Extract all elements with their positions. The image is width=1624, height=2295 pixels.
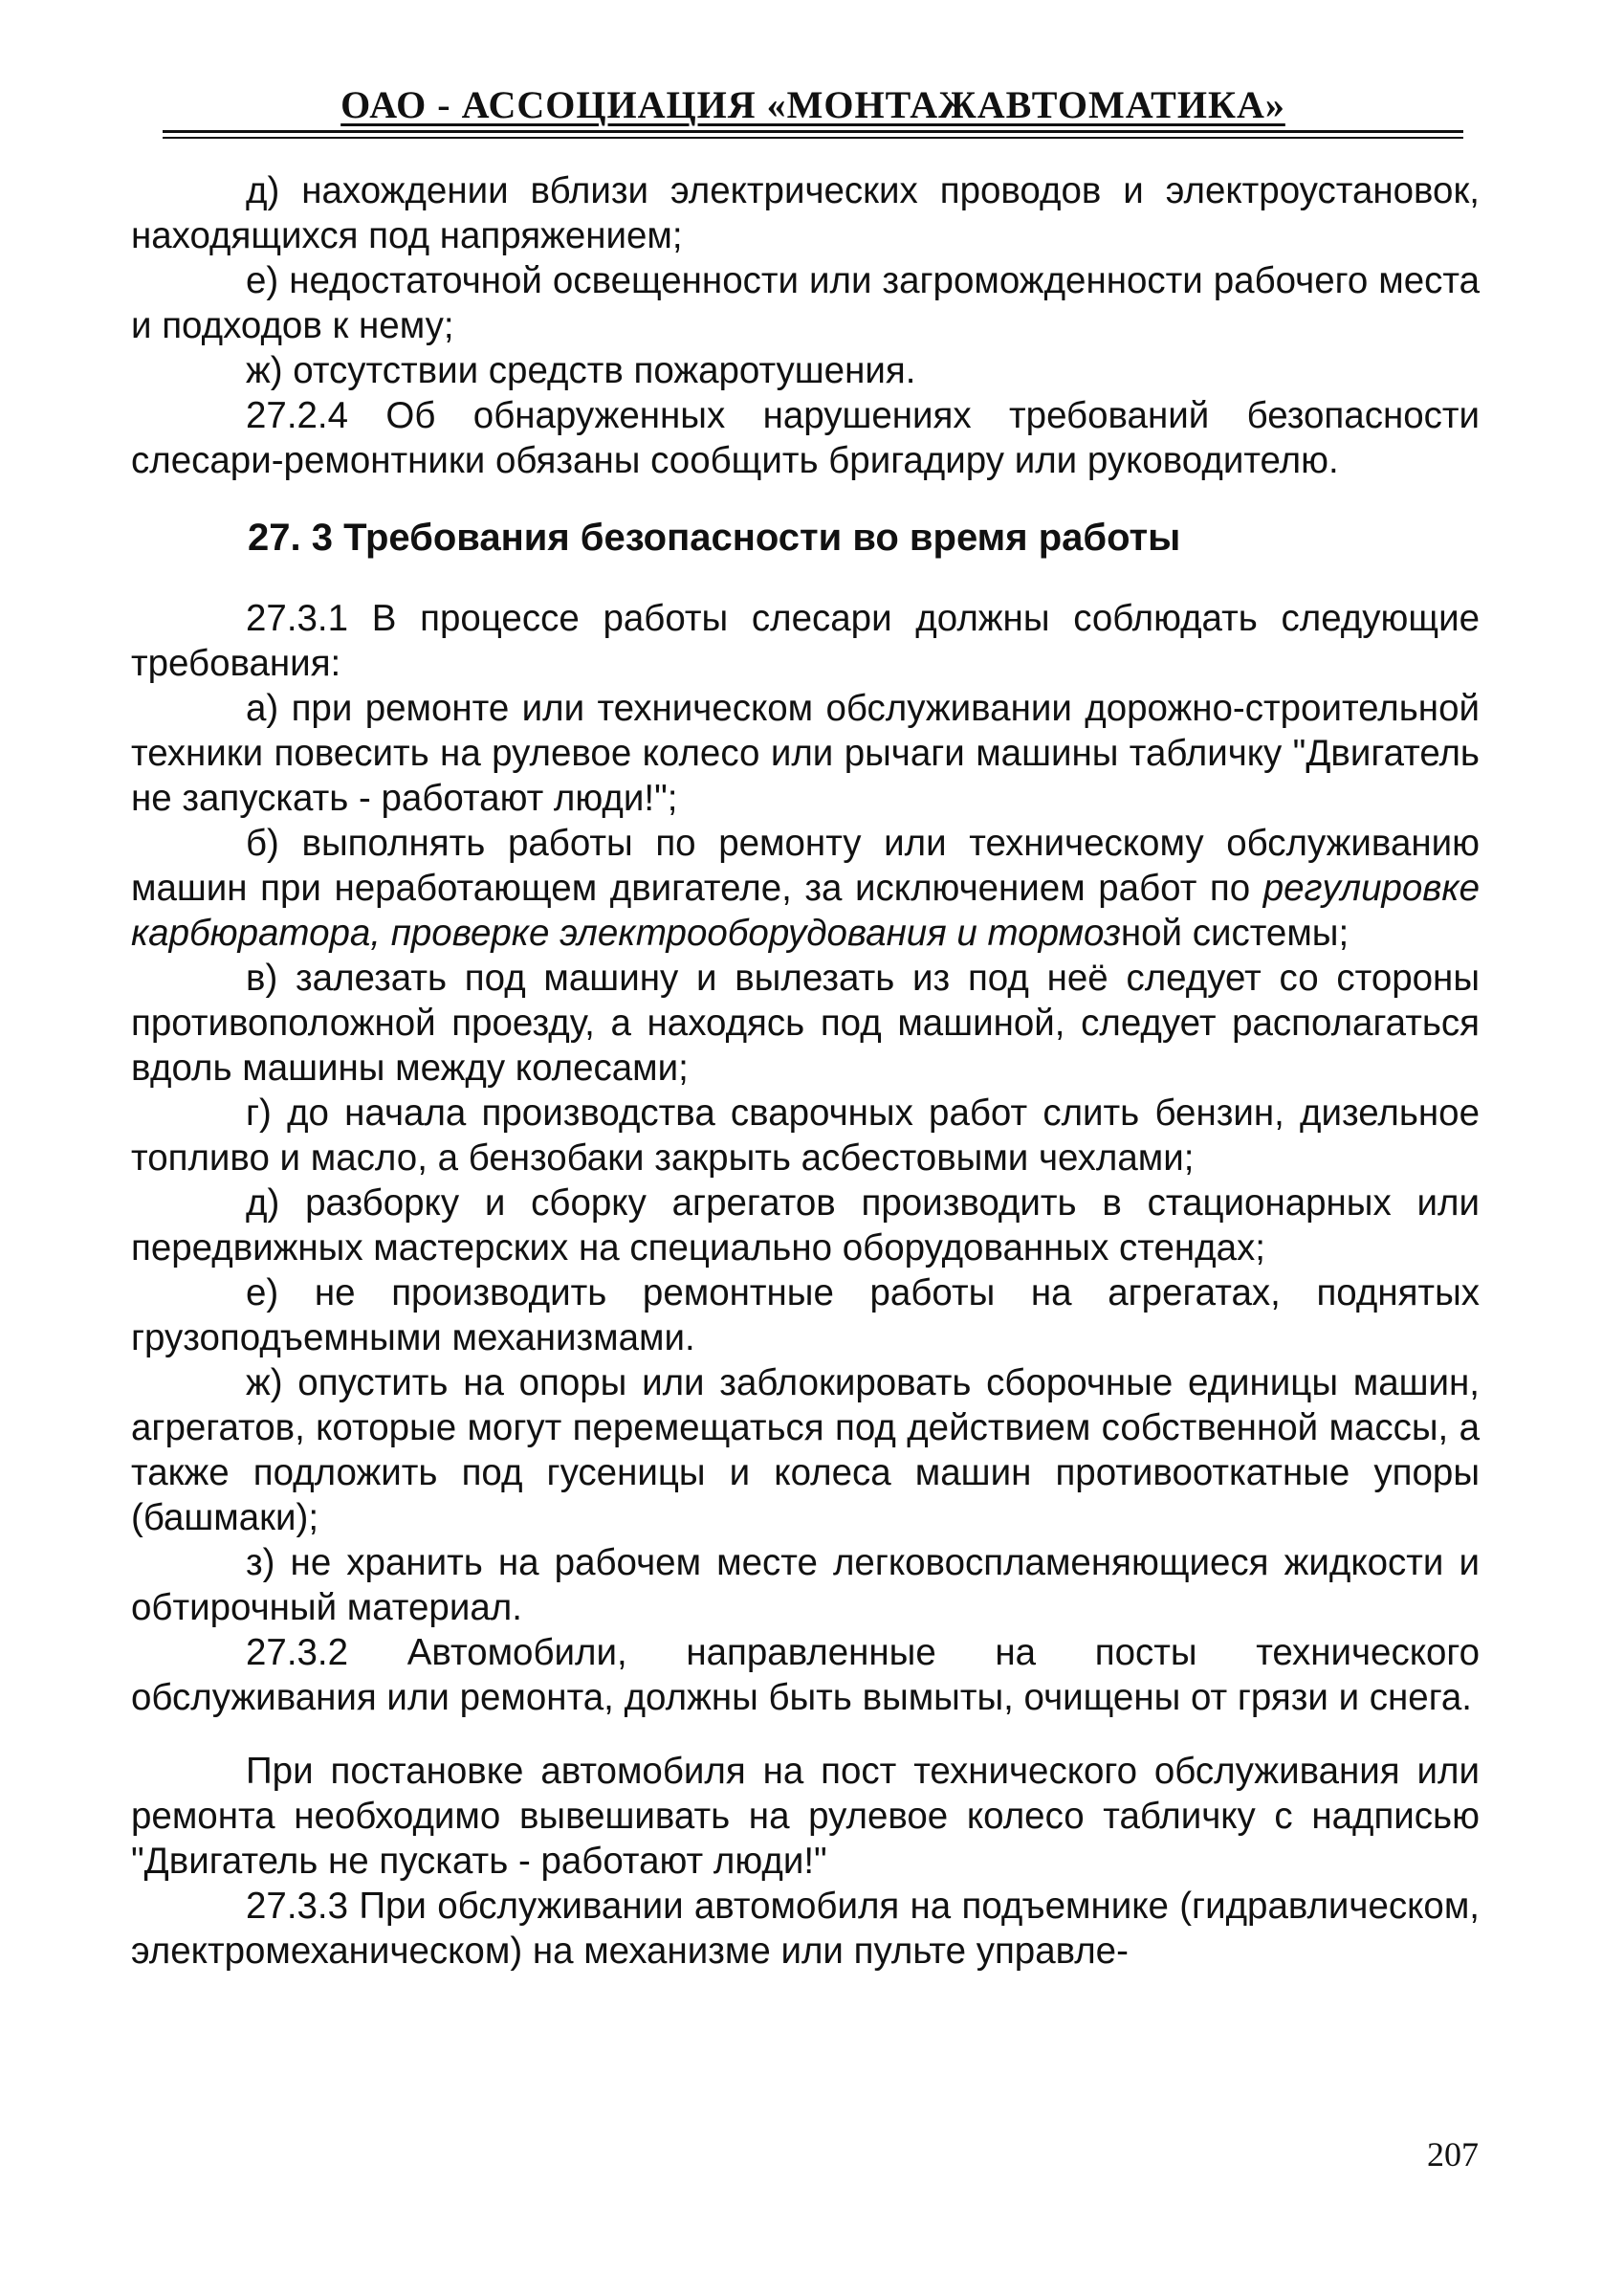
paragraph-item-b	[131, 821, 1480, 956]
paragraph-item-zh-fire: ж) отсутствии средств пожаротушения.	[246, 350, 916, 391]
paragraph-item-b-start: б) выполнять работы по ремонту или техническому обслуживанию машин при неработающем двигателе, за исключением работ по	[131, 823, 1480, 909]
paragraph-item-b-italic: регулировке карбюратора, проверке электрооборудования и тормоз	[131, 868, 1480, 954]
paragraph-27-2-4: 27.2.4 Об обнаруженных нарушениях требований безопасности слесари-ремонтники обязаны сообщить бригадиру или руководителю.	[131, 395, 1480, 481]
paragraph-item-e-light: е) недостаточной освещенности или загроможденности рабочего места и подходов к нему;	[131, 260, 1480, 346]
paragraph-item-zh: ж) опустить на опоры или заблокировать сборочные единицы машин, агрегатов, которые могут перемещаться под действием собственной массы, а также подложить под гусеницы и колеса машин противооткатные упоры (башмаки);	[131, 1362, 1480, 1538]
paragraph-27-3-3: 27.3.3 При обслуживании автомобиля на подъемнике (гидравлическом, электромеханическом) на механизме или пульте управле-	[131, 1886, 1480, 1972]
paragraph-item-d-wires: д) нахождении вблизи электрических проводов и электроустановок, находящихся под напряжением;	[131, 170, 1480, 256]
paragraph-item-z: з) не хранить на рабочем месте легковоспламеняющиеся жидкости и обтирочный материал.	[131, 1542, 1480, 1628]
body-text	[131, 168, 1480, 1974]
paragraph-27-3-2: 27.3.2 Автомобили, направленные на посты технического обслуживания или ремонта, должны быть вымыты, очищены от грязи и снега.	[131, 1632, 1480, 1718]
paragraph-item-e: е) не производить ремонтные работы на агрегатах, поднятых грузоподъемными механизмами.	[131, 1272, 1480, 1358]
page-header	[163, 84, 1463, 126]
paragraph-item-b-end: ной системы;	[1120, 913, 1350, 954]
header-title: ОАО - АССОЦИАЦИЯ «МОНТАЖАВТОМАТИКА»	[340, 83, 1285, 126]
paragraph-item-g: г) до начала производства сварочных работ слить бензин, дизельное топливо и масло, а бензобаки закрыть асбестовыми чехлами;	[131, 1092, 1480, 1179]
page-number: 207	[1427, 2135, 1479, 2174]
paragraph-item-a: а) при ремонте или техническом обслуживании дорожно-строительной техники повесить на рулевое колесо или рычаги машины табличку "Двигатель не запускать - работают люди!";	[131, 688, 1480, 819]
header-rule	[163, 130, 1463, 133]
header-rule-second	[163, 137, 1463, 139]
paragraph-sign-notice: При постановке автомобиля на пост технического обслуживания или ремонта необходимо вывешивать на рулевое колесо табличку с надписью "Двигатель не пускать - работают люди!"	[131, 1751, 1480, 1882]
paragraph-item-v: в) залезать под машину и вылезать из под неё следует со стороны противоположной проезду, а находясь под машиной, следует располагаться вдоль машины между колесами;	[131, 958, 1480, 1089]
paragraph-item-d: д) разборку и сборку агрегатов производить в стационарных или передвижных мастерских на специально оборудованных стендах;	[131, 1182, 1480, 1269]
paragraph-27-3-1: 27.3.1 В процессе работы слесари должны соблюдать следующие требования:	[131, 598, 1480, 684]
section-heading: 27. 3 Требования безопасности во время работы	[248, 517, 1181, 559]
